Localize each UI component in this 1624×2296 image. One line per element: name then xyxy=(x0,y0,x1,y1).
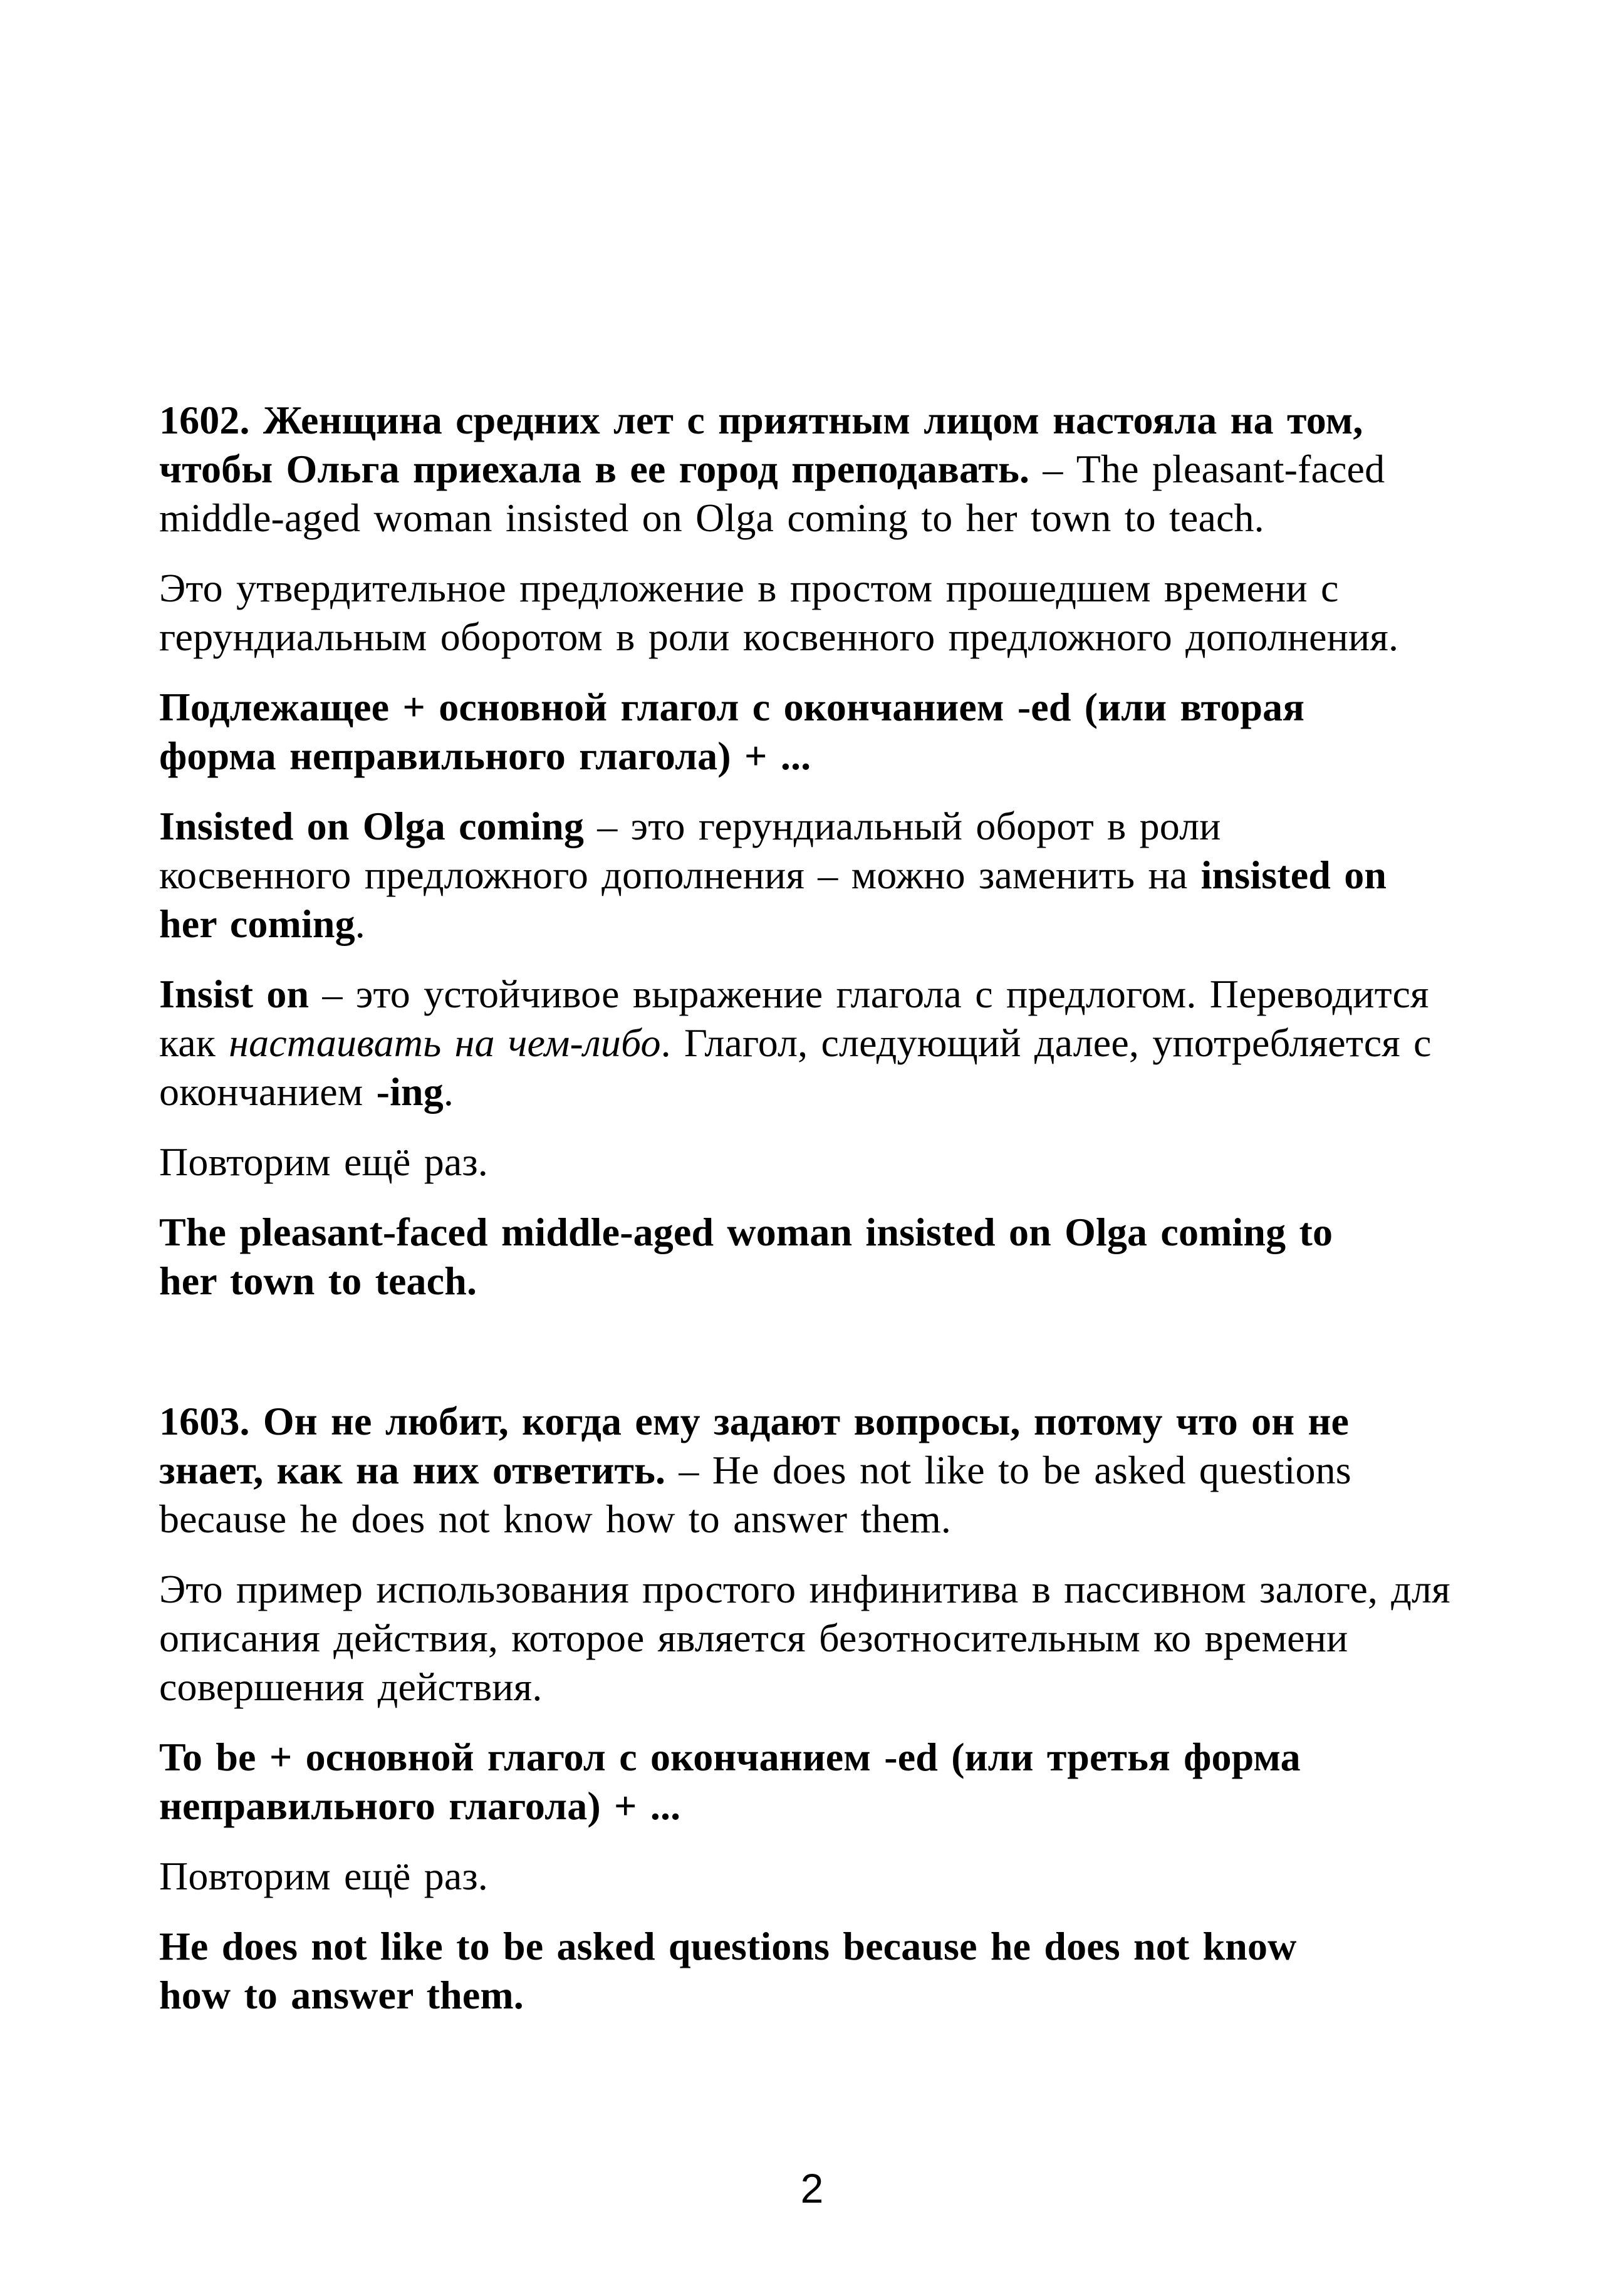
text-run: Insisted on Olga coming xyxy=(159,804,584,848)
entry-1602-insist-note xyxy=(159,970,1475,1116)
text-line xyxy=(159,1067,1475,1116)
entry-1602-sentence xyxy=(159,396,1475,543)
text-line xyxy=(159,1138,1475,1187)
text-line xyxy=(159,396,1475,445)
text-run: Подлежащее + основной глагол с окончанием -ed (или вторая xyxy=(159,685,1305,729)
entry-1602-explanation xyxy=(159,564,1475,662)
text-line xyxy=(159,1852,1475,1901)
text-run: косвенного предложного дополнения – можно заменить на xyxy=(159,853,1201,897)
text-run: настаивать на чем-либо xyxy=(229,1021,661,1065)
page-number: 2 xyxy=(800,2165,824,2211)
text-run: how to answer them. xyxy=(159,1973,524,2017)
text-run: . xyxy=(443,1069,454,1114)
text-line xyxy=(159,970,1475,1019)
entry-1603-explanation xyxy=(159,1565,1475,1712)
text-run: Это пример использования простого инфинитива в пассивном залоге, для xyxy=(159,1567,1450,1611)
text-line xyxy=(159,1663,1475,1712)
text-run: her town to teach. xyxy=(159,1259,477,1303)
text-run: her coming xyxy=(159,901,355,946)
text-run: – He does not like to be asked questions xyxy=(665,1448,1351,1492)
text-run: 1603. Он не любит, когда ему задают вопросы, потому что он не xyxy=(159,1399,1350,1443)
text-run: To be + основной глагол с окончанием -ed (или третья форма xyxy=(159,1735,1301,1779)
text-run: because he does not know how to answer them. xyxy=(159,1497,952,1541)
entry-1602-formula xyxy=(159,683,1475,781)
text-line xyxy=(159,1019,1475,1067)
text-run: . Глагол, следующий далее, употребляется с xyxy=(660,1021,1432,1065)
text-run: . xyxy=(355,901,365,946)
text-run: middle-aged woman insisted on Olga coming to her town to teach. xyxy=(159,496,1264,540)
entry-1602-repeat-label xyxy=(159,1138,1475,1187)
text-line xyxy=(159,732,1475,781)
text-run: чтобы Ольга приехала в ее город преподавать. xyxy=(159,447,1030,491)
text-run: He does not like to be asked questions because he does not know xyxy=(159,1924,1297,1968)
text-run: как xyxy=(159,1021,229,1065)
text-line xyxy=(159,613,1475,662)
text-run: 1602. Женщина средних лет с приятным лицом настояла на том, xyxy=(159,398,1363,442)
entry-1603-sentence xyxy=(159,1397,1475,1544)
text-run: Insist on xyxy=(159,972,310,1016)
entry-1603-formula xyxy=(159,1733,1475,1831)
text-line xyxy=(159,494,1475,543)
text-line xyxy=(159,445,1475,494)
text-line xyxy=(159,1257,1475,1306)
text-run: The pleasant-faced middle-aged woman insisted on Olga coming to xyxy=(159,1210,1333,1254)
text-run: insisted on xyxy=(1200,853,1387,897)
text-run: Повторим ещё раз. xyxy=(159,1140,488,1184)
text-line xyxy=(159,1614,1475,1663)
text-line xyxy=(159,1495,1475,1544)
text-run: -ing xyxy=(376,1069,444,1114)
text-line xyxy=(159,1565,1475,1614)
text-line xyxy=(159,1446,1475,1495)
text-run: герундиальным оборотом в роли косвенного предложного дополнения. xyxy=(159,615,1399,659)
text-line xyxy=(159,1922,1475,1971)
text-line xyxy=(159,851,1475,900)
text-run: форма неправильного глагола) + ... xyxy=(159,734,811,778)
text-line xyxy=(159,802,1475,851)
text-run: знает, как на них ответить. xyxy=(159,1448,666,1492)
text-line xyxy=(159,1208,1475,1257)
text-run: совершения действия. xyxy=(159,1665,543,1709)
entry-1603-repeat-sentence xyxy=(159,1922,1475,2020)
lesson-content xyxy=(159,396,1475,2041)
text-line xyxy=(159,564,1475,613)
text-run: окончанием xyxy=(159,1069,377,1114)
text-run: – это герундиальный оборот в роли xyxy=(583,804,1221,848)
text-line xyxy=(159,1733,1475,1782)
text-line xyxy=(159,1397,1475,1446)
text-run: описания действия, которое является безотносительным ко времени xyxy=(159,1616,1348,1660)
text-line xyxy=(159,900,1475,948)
entry-1602-gerund-note xyxy=(159,802,1475,948)
text-run: неправильного глагола) + ... xyxy=(159,1784,681,1828)
text-run: Это утвердительное предложение в простом прошедшем времени с xyxy=(159,566,1339,610)
entry-1602-repeat-sentence xyxy=(159,1208,1475,1306)
text-line xyxy=(159,683,1475,732)
text-run: Повторим ещё раз. xyxy=(159,1854,488,1898)
entry-1603-repeat-label xyxy=(159,1852,1475,1901)
text-line xyxy=(159,1971,1475,2020)
text-line xyxy=(159,1782,1475,1831)
text-run: – The pleasant-faced xyxy=(1029,447,1385,491)
text-run: – это устойчивое выражение глагола с предлогом. Переводится xyxy=(309,972,1429,1016)
